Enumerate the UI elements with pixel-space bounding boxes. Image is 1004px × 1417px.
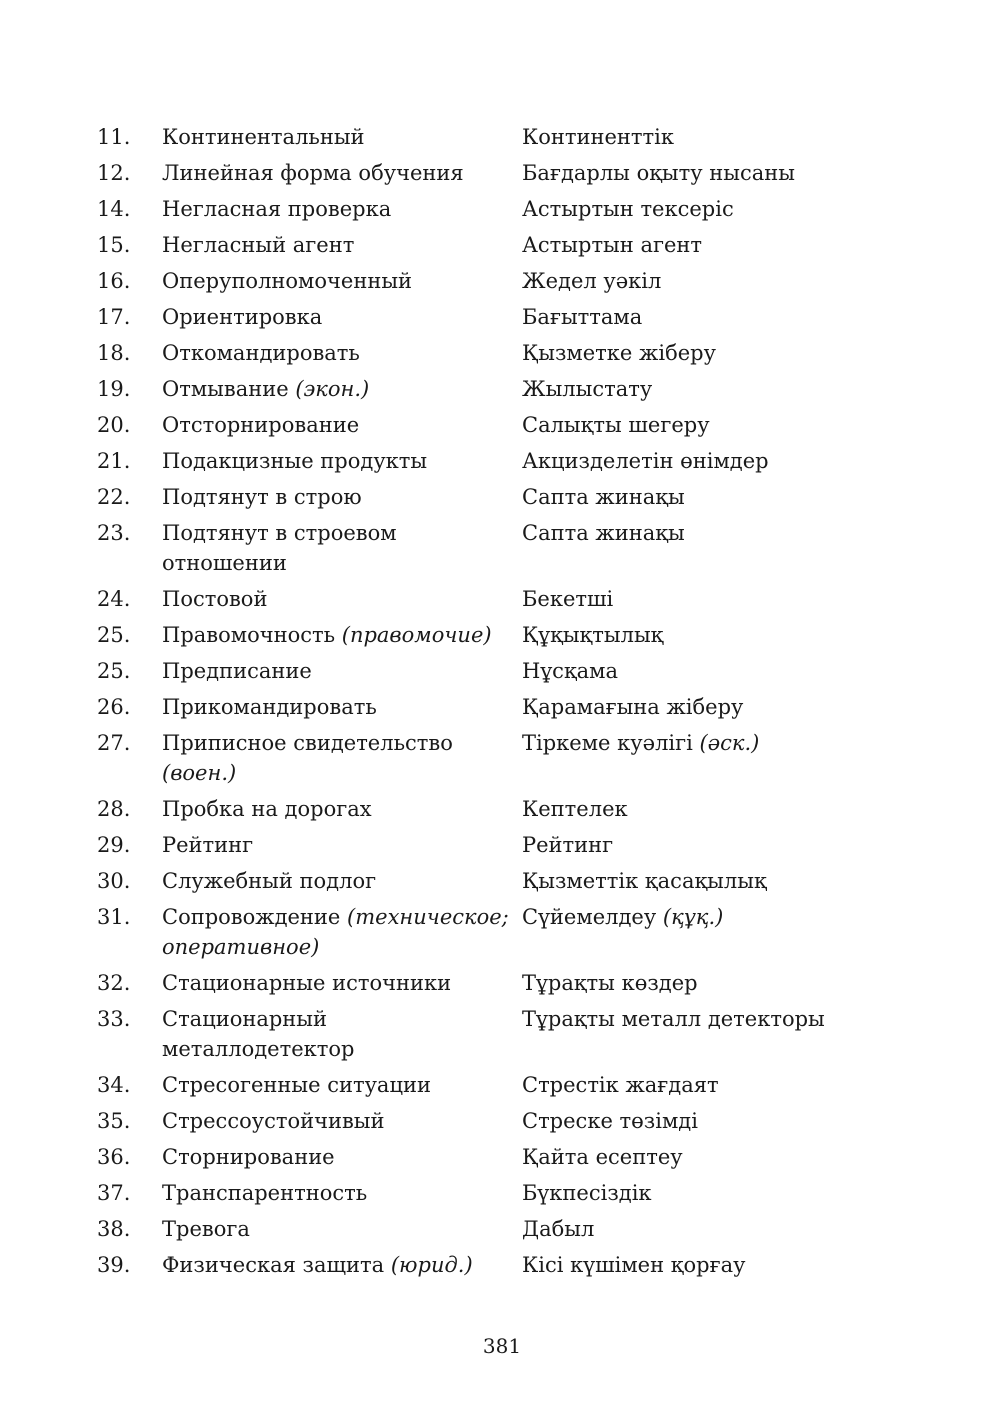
russian-term	[162, 518, 522, 578]
kazakh-term	[522, 158, 917, 188]
kazakh-text: Астыртын тексеріс	[522, 197, 734, 221]
kazakh-text: Сапта жинақы	[522, 521, 685, 545]
russian-text: Служебный подлог	[162, 869, 377, 893]
russian-note: (техническое; оперативное)	[162, 905, 509, 959]
russian-text: Сторнирование	[162, 1145, 335, 1169]
entry-number: 24.	[97, 587, 131, 611]
kazakh-text: Қарамағына жіберу	[522, 695, 744, 719]
russian-text: Стационарный металлодетектор	[162, 1007, 355, 1061]
kazakh-term	[522, 968, 917, 998]
kazakh-text: Стрестік жағдаят	[522, 1073, 719, 1097]
russian-term	[162, 266, 522, 296]
russian-text: Постовой	[162, 587, 268, 611]
russian-term	[162, 1250, 522, 1280]
russian-note: (воен.)	[162, 761, 237, 785]
russian-text: Подтянут в строю	[162, 485, 362, 509]
list-item	[97, 374, 917, 404]
russian-text: Физическая защита	[162, 1253, 385, 1277]
kazakh-text: Континенттік	[522, 125, 675, 149]
kazakh-term	[522, 830, 917, 860]
russian-text: Тревога	[162, 1217, 250, 1241]
kazakh-term	[522, 122, 917, 152]
russian-term	[162, 410, 522, 440]
list-item	[97, 692, 917, 722]
russian-text: Пробка на дорогах	[162, 797, 372, 821]
russian-text: Сопровождение	[162, 905, 341, 929]
russian-text: Правомочность	[162, 623, 336, 647]
entry-number: 35.	[97, 1109, 131, 1133]
kazakh-text: Сапта жинақы	[522, 485, 685, 509]
russian-term	[162, 656, 522, 686]
kazakh-term	[522, 728, 917, 758]
kazakh-text: Бүкпесіздік	[522, 1181, 652, 1205]
russian-text: Стационарные источники	[162, 971, 452, 995]
page-number: 381	[482, 1334, 522, 1358]
list-item	[97, 1214, 917, 1244]
list-item	[97, 968, 917, 998]
kazakh-term	[522, 1070, 917, 1100]
kazakh-note: (құқ.)	[662, 905, 724, 929]
entry-number: 29.	[97, 833, 131, 857]
russian-term	[162, 794, 522, 824]
list-item	[97, 728, 917, 788]
list-item	[97, 446, 917, 476]
entry-number: 32.	[97, 971, 131, 995]
kazakh-text: Бекетші	[522, 587, 614, 611]
entry-number: 28.	[97, 797, 131, 821]
kazakh-term	[522, 374, 917, 404]
entry-number: 27.	[97, 731, 131, 755]
kazakh-term	[522, 692, 917, 722]
kazakh-term	[522, 1250, 917, 1280]
kazakh-text: Дабыл	[522, 1217, 595, 1241]
list-item	[97, 620, 917, 650]
russian-term	[162, 482, 522, 512]
kazakh-term	[522, 1214, 917, 1244]
entry-number: 30.	[97, 869, 131, 893]
russian-note: (экон.)	[295, 377, 370, 401]
russian-text: Стресогенные ситуации	[162, 1073, 431, 1097]
entry-number: 37.	[97, 1181, 131, 1205]
entry-number: 19.	[97, 377, 131, 401]
kazakh-term	[522, 1106, 917, 1136]
russian-text: Предписание	[162, 659, 312, 683]
kazakh-term	[522, 410, 917, 440]
kazakh-term	[522, 620, 917, 650]
list-item	[97, 1106, 917, 1136]
kazakh-text: Стреске төзімді	[522, 1109, 698, 1133]
entry-number: 21.	[97, 449, 131, 473]
kazakh-term	[522, 656, 917, 686]
list-item	[97, 302, 917, 332]
list-item	[97, 584, 917, 614]
kazakh-term	[522, 266, 917, 296]
russian-term	[162, 728, 522, 788]
russian-term	[162, 194, 522, 224]
russian-text: Оперуполномоченный	[162, 269, 413, 293]
russian-text: Линейная форма обучения	[162, 161, 464, 185]
kazakh-text: Акциздeлетін өнімдер	[522, 449, 769, 473]
russian-term	[162, 830, 522, 860]
kazakh-text: Кісі күшімен қорғау	[522, 1253, 746, 1277]
russian-term	[162, 1178, 522, 1208]
russian-term	[162, 620, 522, 650]
entry-number: 25.	[97, 659, 131, 683]
list-item	[97, 518, 917, 578]
kazakh-term	[522, 338, 917, 368]
russian-term	[162, 122, 522, 152]
entry-number: 39.	[97, 1253, 131, 1277]
kazakh-term	[522, 302, 917, 332]
russian-term	[162, 692, 522, 722]
russian-text: Откомандировать	[162, 341, 360, 365]
kazakh-term	[522, 1004, 917, 1034]
kazakh-text: Бағдарлы оқыту нысаны	[522, 161, 795, 185]
kazakh-text: Кептелек	[522, 797, 628, 821]
kazakh-term	[522, 194, 917, 224]
kazakh-text: Астыртын агент	[522, 233, 703, 257]
russian-note: (юрид.)	[390, 1253, 473, 1277]
kazakh-term	[522, 482, 917, 512]
kazakh-term	[522, 230, 917, 260]
list-item	[97, 794, 917, 824]
list-item	[97, 410, 917, 440]
kazakh-term	[522, 1178, 917, 1208]
list-item	[97, 1250, 917, 1280]
entry-number: 14.	[97, 197, 131, 221]
russian-text: Стрессоустойчивый	[162, 1109, 385, 1133]
kazakh-text: Бағыттама	[522, 305, 643, 329]
kazakh-text: Қызметке жіберу	[522, 341, 716, 365]
kazakh-term	[522, 866, 917, 896]
entry-number: 31.	[97, 905, 131, 929]
russian-term	[162, 1106, 522, 1136]
entry-number: 34.	[97, 1073, 131, 1097]
kazakh-text: Жылыстату	[522, 377, 653, 401]
list-item	[97, 482, 917, 512]
kazakh-term	[522, 1142, 917, 1172]
list-item	[97, 338, 917, 368]
russian-text: Негласный агент	[162, 233, 355, 257]
russian-text: Отмывание	[162, 377, 289, 401]
russian-term	[162, 968, 522, 998]
list-item	[97, 1070, 917, 1100]
russian-note: (правомочие)	[341, 623, 492, 647]
kazakh-term	[522, 446, 917, 476]
kazakh-text: Салықты шегеру	[522, 413, 710, 437]
kazakh-term	[522, 794, 917, 824]
russian-text: Подтянут в строевом отношении	[162, 521, 397, 575]
entry-number: 15.	[97, 233, 131, 257]
entry-number: 12.	[97, 161, 131, 185]
russian-term	[162, 1214, 522, 1244]
list-item	[97, 266, 917, 296]
list-item	[97, 1178, 917, 1208]
list-item	[97, 656, 917, 686]
russian-text: Транспарентность	[162, 1181, 368, 1205]
list-item	[97, 1004, 917, 1064]
entry-number: 33.	[97, 1007, 131, 1031]
entry-number: 36.	[97, 1145, 131, 1169]
kazakh-text: Қызметтік қасақылық	[522, 869, 767, 893]
kazakh-note: (әск.)	[699, 731, 760, 755]
russian-term	[162, 902, 522, 962]
russian-term	[162, 446, 522, 476]
entry-number: 22.	[97, 485, 131, 509]
russian-term	[162, 302, 522, 332]
russian-term	[162, 1004, 522, 1064]
kazakh-term	[522, 518, 917, 548]
kazakh-text: Құқықтылық	[522, 623, 664, 647]
russian-term	[162, 158, 522, 188]
entry-number: 20.	[97, 413, 131, 437]
russian-text: Приписное свидетельство	[162, 731, 453, 755]
glossary-list	[97, 122, 917, 1286]
entry-number: 38.	[97, 1217, 131, 1241]
russian-term	[162, 1142, 522, 1172]
list-item	[97, 866, 917, 896]
russian-term	[162, 230, 522, 260]
russian-text: Отсторнирование	[162, 413, 360, 437]
russian-text: Прикомандировать	[162, 695, 377, 719]
list-item	[97, 902, 917, 962]
kazakh-term	[522, 584, 917, 614]
russian-text: Подакцизные продукты	[162, 449, 428, 473]
kazakh-text: Тұрақты металл детекторы	[522, 1007, 825, 1031]
kazakh-term	[522, 902, 917, 932]
list-item	[97, 158, 917, 188]
russian-term	[162, 338, 522, 368]
entry-number: 17.	[97, 305, 131, 329]
entry-number: 26.	[97, 695, 131, 719]
list-item	[97, 830, 917, 860]
russian-term	[162, 374, 522, 404]
entry-number: 11.	[97, 125, 131, 149]
russian-term	[162, 584, 522, 614]
entry-number: 25.	[97, 623, 131, 647]
kazakh-text: Жедел уәкіл	[522, 269, 662, 293]
russian-text: Ориентировка	[162, 305, 323, 329]
entry-number: 16.	[97, 269, 131, 293]
russian-term	[162, 1070, 522, 1100]
list-item	[97, 122, 917, 152]
russian-text: Рейтинг	[162, 833, 254, 857]
kazakh-text: Рейтинг	[522, 833, 614, 857]
kazakh-text: Тіркеме куәлігі	[522, 731, 693, 755]
russian-text: Континентальный	[162, 125, 365, 149]
kazakh-text: Тұрақты көздер	[522, 971, 698, 995]
kazakh-text: Сүйемелдеу	[522, 905, 657, 929]
list-item	[97, 1142, 917, 1172]
entry-number: 23.	[97, 521, 131, 545]
list-item	[97, 230, 917, 260]
russian-text: Негласная проверка	[162, 197, 392, 221]
kazakh-text: Нұсқама	[522, 659, 619, 683]
russian-term	[162, 866, 522, 896]
kazakh-text: Қайта есептеу	[522, 1145, 683, 1169]
entry-number: 18.	[97, 341, 131, 365]
list-item	[97, 194, 917, 224]
